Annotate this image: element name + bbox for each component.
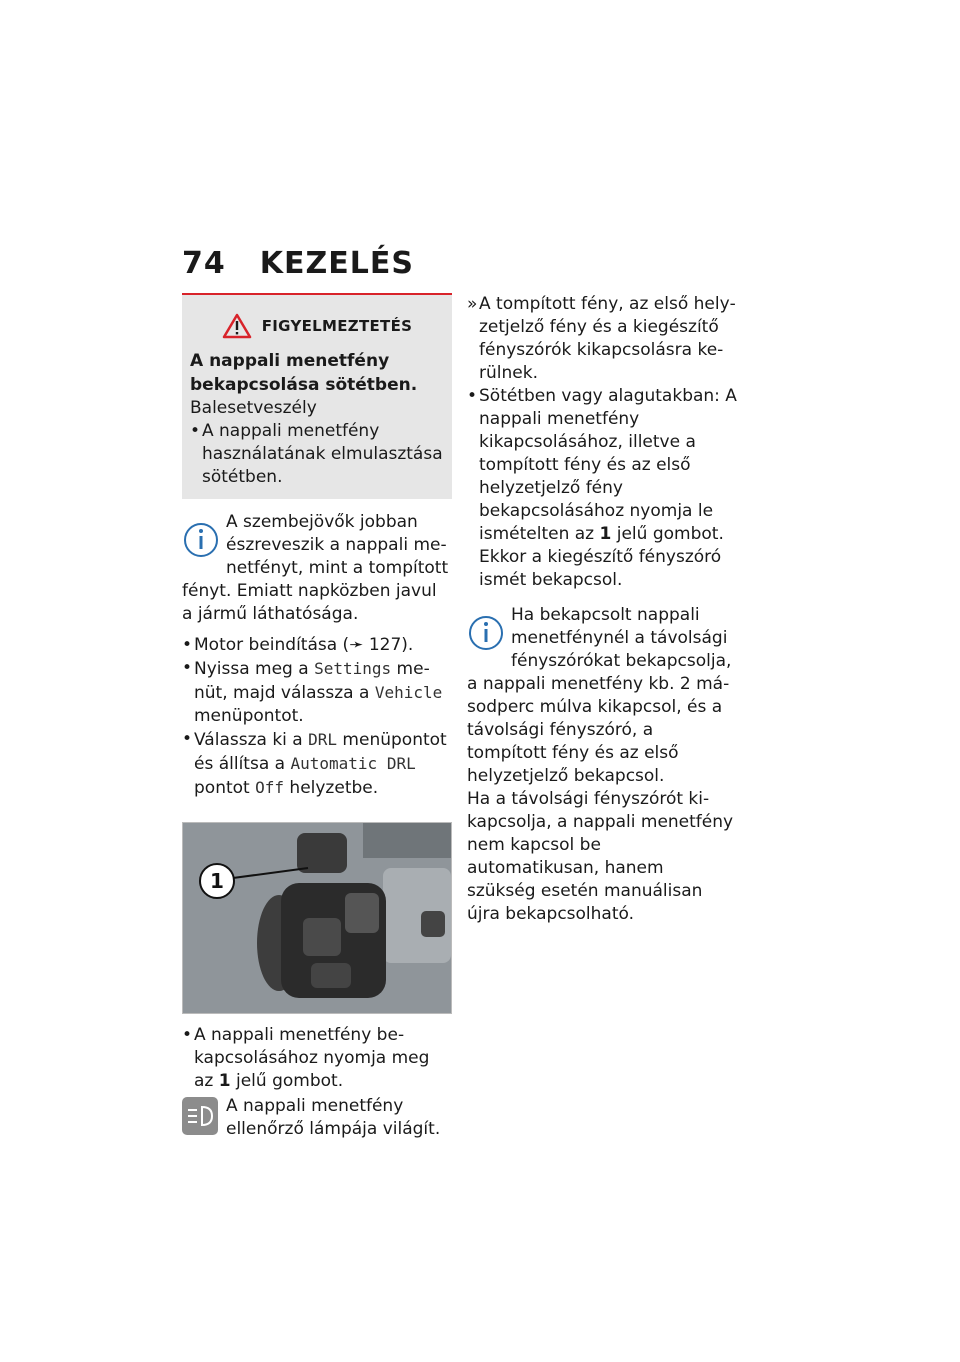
handlebar-switch-illustration — [183, 823, 451, 1013]
steps-list — [182, 634, 452, 800]
menu-settings: Settings — [314, 659, 392, 678]
warning-hazard: Balesetveszély — [190, 398, 317, 418]
page-header — [182, 246, 414, 281]
menu-drl: DRL — [308, 730, 338, 749]
warning-box — [182, 293, 452, 499]
info-icon — [182, 515, 220, 561]
menu-off: Off — [255, 778, 285, 797]
menu-vehicle: Vehicle — [374, 683, 443, 702]
arrow-ref-icon: ➛ — [349, 635, 369, 655]
step-open-settings: • Nyissa meg a Settings menüt, majd válassza a Vehicle menüpontot. — [182, 657, 452, 728]
info-note-text: A szembejövők jobban észreveszik a nappali menetfényt, mint a tompított fényt. Emiatt napközben javul a jármű láthatósága. — [182, 512, 449, 624]
warning-header — [190, 313, 444, 339]
info-note-2 — [467, 602, 737, 788]
indicator-note — [182, 1095, 452, 1141]
step-start-engine: • Motor beindítása (➛ 127). — [182, 634, 452, 657]
warning-label: FIGYELMEZTETÉS — [261, 316, 413, 335]
bullet-dark-tunnel: • Sötétben vagy alagutakban: A nappali menetfény kikapcsolásához, illetve a tompított fény és az első helyzetjelző fény bekapcsolásához nyomja le ismételten az 1 jelű gombot. Ekkor a kiegészítő fényszóró ismét bekapcsol. — [467, 385, 737, 592]
button-number: 1 — [218, 1071, 231, 1091]
warning-heading: A nappali menetfény bekapcsolása sötétben. — [190, 351, 418, 395]
menu-automatic-drl: Automatic DRL — [290, 754, 416, 773]
indicator-text: A nappali menetfény ellenőrző lámpája világít. — [226, 1096, 441, 1139]
result-item: » A tompított fény, az első helyzetjelző fény és a kiegészítő fényszórók kikapcsolásra kerülnek. — [467, 293, 737, 385]
step-press-button: • A nappali menetfény bekapcsolásához nyomja meg az 1 jelű gombot. — [182, 1024, 452, 1093]
info-note — [182, 509, 452, 626]
step-select-drl: • Válassza ki a DRL menüpontot és állítsa a Automatic DRL pontot Off helyzetbe. — [182, 728, 452, 800]
warning-bullet: • A nappali menetfény használatának elmulasztása sötétben. — [190, 420, 444, 489]
left-column — [182, 293, 452, 1141]
drl-indicator-lamp-icon — [182, 1097, 218, 1135]
button-number-right: 1 — [599, 524, 612, 544]
page-reference: 127 — [368, 635, 402, 655]
closing-paragraph: Ha a távolsági fényszórót kikapcsolja, a nappali menetfény nem kapcsol be automatikusan, hanem szükség esetén manuálisan újra bekapcsolható. — [467, 789, 734, 924]
chapter-title: KEZELÉS — [259, 246, 414, 281]
right-column — [467, 293, 737, 926]
page-number: 74 — [182, 246, 226, 281]
handlebar-switch-figure — [182, 822, 452, 1014]
warning-triangle-icon — [222, 313, 252, 339]
info-note-2-text: Ha bekapcsolt nappali menetfénynél a távolsági fényszórókat bekapcsolja, a nappali menetfény kb. 2 másodperc múlva kikapcsol, és a távolsági fényszóró, a tompított fény és az első helyzetjelző bekapcsol. — [467, 605, 732, 786]
info-icon-2 — [467, 608, 505, 654]
figure-callout-1: 1 — [210, 869, 224, 893]
